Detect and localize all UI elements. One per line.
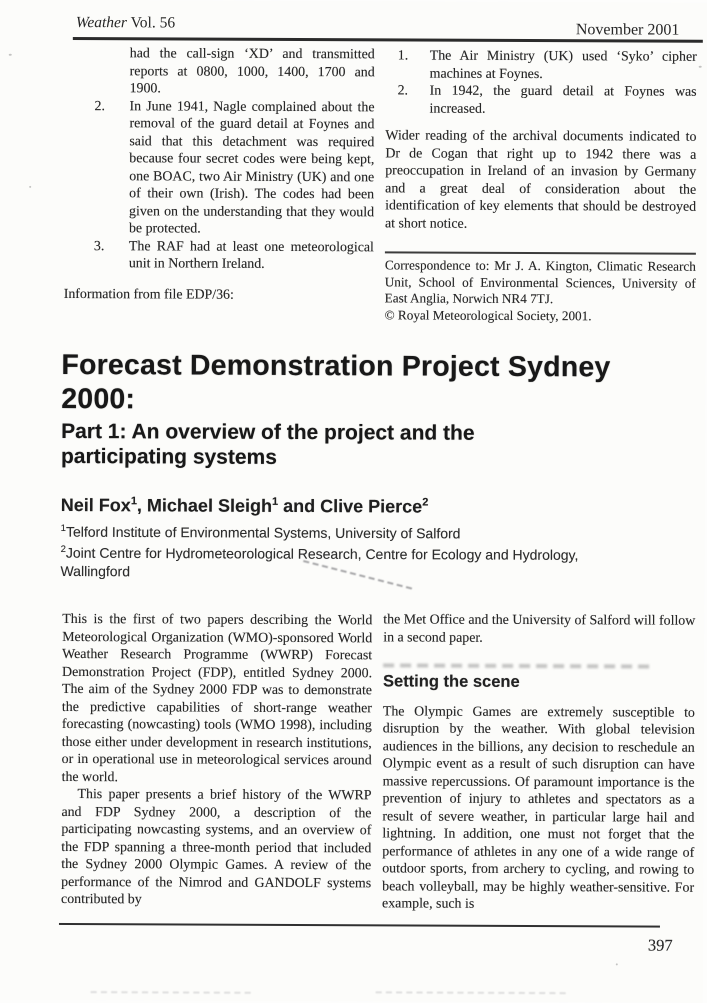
list-item	[385, 82, 696, 118]
list-item-text: The Air Ministry (UK) used ‘Syko’ cipher machines at Foynes.	[429, 48, 697, 82]
affiliation-mark: 2	[60, 544, 66, 556]
list-item-number: 1.	[397, 48, 409, 64]
list-item-number: 3.	[93, 238, 105, 254]
issue-date: November 2001	[575, 21, 680, 39]
article-title-continued: 2000:	[61, 382, 136, 416]
section-heading: Setting the scene	[382, 672, 520, 691]
prev-article-right-column	[385, 47, 697, 233]
body-paragraph: This is the first of two papers describing the World Meteorological Organization (WMO)-sponsored World Weather Research Programme (WWRP) Forecast Demonstration Project (FDP), entitled Sydney 2000. The aim of the Sydney 2000 FDP was to demonstrate the predictive capabilities of short-range weather forecasting (nowcasting) tools (WMO 1998), including those either under development in research institutions, or in operational use in meteorological services around the world.	[61, 611, 373, 785]
author-affiliation-mark: 2	[422, 496, 429, 509]
list-item-text: The RAF had at least one meteorological unit in Northern Ireland.	[128, 238, 374, 272]
article-subtitle: Part 1: An overview of the project and the	[61, 419, 475, 445]
author-affiliation-mark: 1	[271, 495, 279, 508]
journal-volume: Vol. 56	[126, 14, 176, 32]
article-subtitle-continued: participating systems	[60, 444, 277, 469]
scan-speck	[616, 963, 618, 965]
author-separator: ,	[136, 495, 147, 516]
body-paragraph: This paper presents a brief history of the WWRP and FDP Sydney 2000, a description of the participating nowcasting systems, and an overview of the FDP spanning a three-month period that included the Sydney 2000 Olympic Games. A review of the performance of the Nimrod and GANDOLF systems contributed by	[61, 787, 372, 908]
list-item	[64, 97, 375, 238]
list-item-text: In 1942, the guard detail at Foynes was increased.	[429, 83, 697, 117]
list-item-number: 2.	[94, 98, 105, 114]
article-body-right-column	[382, 611, 695, 914]
affiliation-mark: 1	[60, 522, 67, 534]
affiliation-line	[61, 541, 641, 565]
author-affiliation-mark: 1	[130, 495, 137, 508]
body-paragraph: the Met Office and the University of Salford will follow in a second paper.	[383, 612, 696, 646]
article-title: Forecast Demonstration Project Sydney	[61, 348, 611, 384]
authors-block	[60, 495, 660, 583]
list-item-text: In June 1941, Nagle complained about the removal of the guard detail at Foynes and said that this detachment was required because four secret codes were being kept, one BOAC, two Air Ministry (UK) and one of their own (Irish). The codes had been given on the understanding that they would be protected.	[128, 98, 375, 237]
correspondence-rule	[385, 251, 696, 254]
scan-speck	[699, 66, 702, 68]
closing-paragraph: Wider reading of the archival documents indicated to Dr de Cogan that right up to 1942 there was a preoccupation in Ireland of an invasion by Germany and a great deal of consideration about the identification of key elements that should be destroyed at short notice.	[384, 128, 697, 232]
list-item	[65, 45, 375, 99]
scan-speck	[9, 54, 12, 56]
journal-name: Weather	[75, 14, 128, 32]
copyright-line: © Royal Meteorological Society, 2001.	[384, 307, 592, 324]
author-name: Michael Sleigh	[146, 495, 273, 516]
list-item	[386, 47, 697, 83]
scan-speck	[29, 186, 31, 188]
affiliation-line	[61, 520, 641, 544]
scan-edge-artifact	[91, 991, 251, 994]
body-paragraph: The Olympic Games are extremely susceptible to disruption by the weather. With global television audiences in the billions, any decision to reschedule an Olympic event as a result of such disruption can have massive repercussions. Of paramount importance is the prevention of injury to athletes and spectators as a result of severe weather, in particular large hail and lightning. In addition, one must not forget that the performance of athletes in any one of a wide range of outdoor sports, from archery to cycling, and rowing to beach volleyball, may be highly weather-sensitive. For example, such is	[382, 703, 695, 912]
scan-edge-artifact	[376, 991, 566, 994]
affiliation-text: Joint Centre for Hydrometeorological Research, Centre for Ecology and Hydrology,	[65, 544, 579, 563]
list-item-number: 2.	[397, 83, 409, 99]
file-note: Information from file EDP/36:	[63, 286, 234, 303]
journal-header	[76, 14, 175, 32]
page-number: 397	[647, 935, 673, 955]
correspondence-block	[385, 251, 696, 326]
correspondence-address: Correspondence to: Mr J. A. Kington, Climatic Research Unit, School of Environmental Sciences, University of East Anglia, Norwich NR4 7TJ.	[384, 256, 696, 307]
list-item-number	[65, 45, 130, 98]
article-title-block	[61, 348, 682, 472]
footer-rule	[59, 923, 660, 928]
affiliation-line-continued: Wallingford	[60, 563, 131, 580]
list-item-text: had the call-sign ‘XD’ and transmitted reports at 0800, 1000, 1400, 1700 and 1900.	[129, 46, 375, 97]
author-name: Clive Pierce	[320, 496, 423, 517]
authors-line	[61, 495, 661, 519]
affiliation-text: Telford Institute of Environmental Systems, University of Salford	[65, 523, 461, 542]
author-separator: and	[278, 495, 321, 517]
prev-article-left-column	[64, 45, 375, 304]
list-item	[64, 237, 374, 273]
author-name: Neil Fox	[60, 494, 131, 516]
article-body-left-column	[61, 611, 372, 910]
